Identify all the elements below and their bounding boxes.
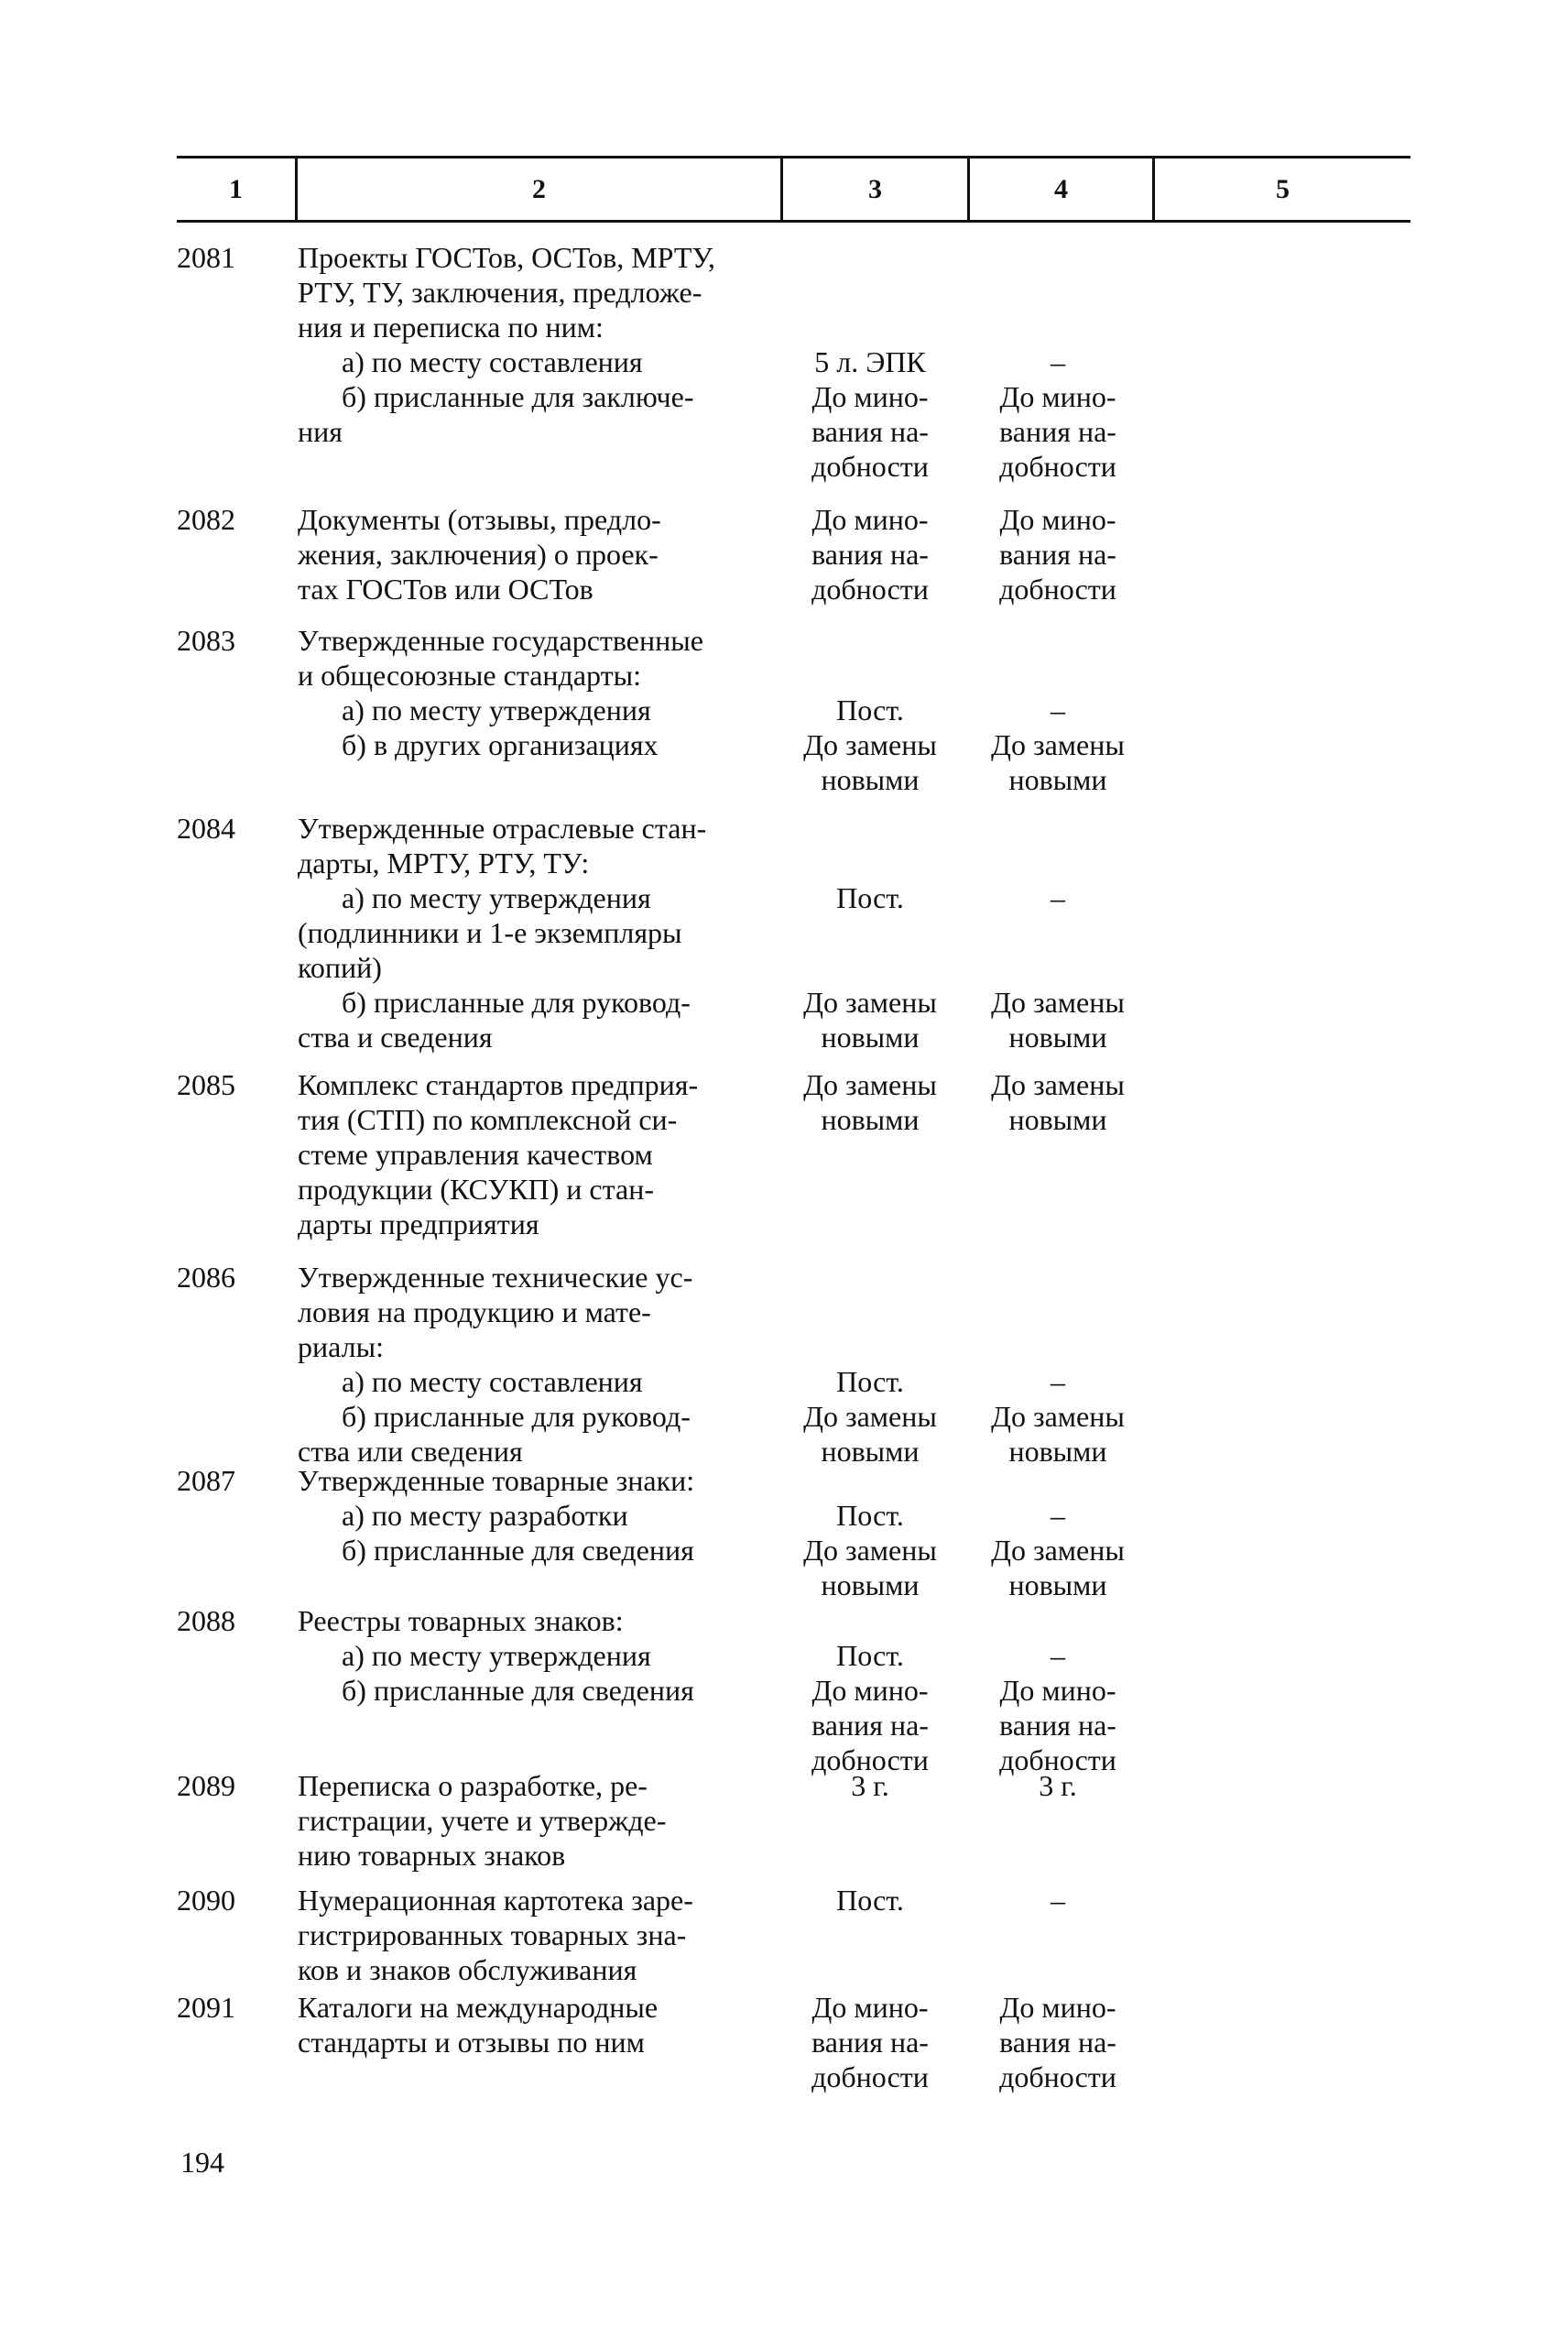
entry-number: 2086 (177, 1261, 235, 1294)
entry-column-4 (966, 1260, 1149, 1469)
header-col-1: 1 (229, 174, 243, 204)
retention-line: вания на- (999, 538, 1116, 571)
entry-column-3 (779, 1067, 962, 1137)
description-line: копий) (298, 951, 382, 984)
retention-line (779, 658, 962, 693)
retention-line: Пост. (836, 1884, 904, 1917)
retention-line: новыми (1008, 763, 1107, 796)
description-line: ков и знаков обслуживания (298, 1953, 637, 1986)
description-line: б) присланные для заключе- (342, 380, 694, 413)
retention-line: вания на- (999, 2026, 1116, 2059)
retention-line: До замены (991, 986, 1125, 1019)
description-line: ловия на продукцию и мате- (298, 1295, 651, 1328)
entry-description (298, 240, 774, 449)
entry-column-3 (779, 623, 962, 797)
description-line: тах ГОСТов или ОСТов (298, 573, 593, 606)
entry-column-4 (966, 623, 1149, 797)
entry-number: 2081 (177, 241, 235, 274)
description-line: Документы (отзывы, предло- (298, 503, 661, 536)
retention-line: вания на- (811, 538, 929, 571)
entry-description (298, 1768, 774, 1873)
entry-number: 2082 (177, 503, 235, 536)
retention-line (779, 1463, 962, 1498)
entry-column-4 (966, 240, 1149, 484)
header-col-3: 3 (868, 174, 882, 204)
entry-number: 2091 (177, 1991, 235, 2024)
description-line: Утвержденные отраслевые стан- (298, 812, 707, 845)
entry-column-4 (966, 1768, 1149, 1803)
description-line: а) по месту составления (342, 345, 643, 378)
retention-line: добности (811, 1743, 929, 1776)
retention-line: До мино- (811, 1674, 929, 1707)
retention-line (966, 1603, 1149, 1638)
description-line: дарты предприятия (298, 1207, 539, 1240)
retention-line (779, 1329, 962, 1364)
header-col-5: 5 (1276, 174, 1290, 204)
description-line: Утвержденные технические ус- (298, 1261, 693, 1294)
description-line: б) присланные для сведения (342, 1674, 694, 1707)
description-line: гистрации, учете и утвержде- (298, 1804, 667, 1837)
description-line: а) по месту утверждения (342, 1639, 651, 1672)
description-line: Каталоги на международные (298, 1991, 659, 2024)
retention-line: добности (811, 450, 929, 483)
retention-line: добности (811, 2060, 929, 2093)
entry-number: 2085 (177, 1068, 235, 1101)
retention-line: Пост. (836, 1365, 904, 1398)
retention-line: 3 г. (851, 1769, 889, 1802)
retention-line: добности (999, 2060, 1116, 2093)
description-line: жения, заключения) о проек- (298, 538, 659, 571)
retention-line: До замены (991, 1068, 1125, 1101)
description-line: нию товарных знаков (298, 1839, 566, 1872)
entry-description (298, 1260, 774, 1469)
retention-line (779, 623, 962, 658)
retention-line (966, 623, 1149, 658)
retention-line: новыми (1008, 1103, 1107, 1136)
description-line: Комплекс стандартов предприя- (298, 1068, 699, 1101)
description-line: б) присланные для руковод- (342, 1400, 691, 1433)
retention-line: новыми (821, 1103, 920, 1136)
retention-line: – (1051, 345, 1065, 378)
retention-line: До замены (803, 728, 937, 761)
entry-number: 2088 (177, 1604, 235, 1637)
entry-description (298, 811, 774, 1054)
description-line: ния и переписка по ним: (298, 311, 604, 344)
retention-line: вания на- (811, 2026, 929, 2059)
entry-description (298, 1990, 774, 2059)
description-line: Утвержденные товарные знаки: (298, 1464, 695, 1497)
entry-column-3 (779, 502, 962, 606)
header-top-rule (177, 156, 1410, 158)
retention-line: До замены (991, 1400, 1125, 1433)
description-line: продукции (КСУКП) и стан- (298, 1173, 654, 1206)
retention-line (966, 915, 1149, 950)
retention-line: новыми (1008, 1435, 1107, 1468)
entry-description (298, 623, 774, 762)
retention-line: До мино- (811, 1991, 929, 2024)
entry-description (298, 1463, 774, 1568)
retention-line (966, 240, 1149, 275)
description-line: б) присланные для сведения (342, 1534, 694, 1567)
description-line: (подлинники и 1-е экземпляры (298, 916, 682, 949)
description-line: б) в других организациях (342, 728, 659, 761)
retention-line (779, 915, 962, 950)
retention-line: Пост. (836, 694, 904, 727)
header-col-2: 2 (532, 174, 546, 204)
entry-column-3 (779, 1603, 962, 1777)
description-line: б) присланные для руковод- (342, 986, 691, 1019)
entry-column-3 (779, 1768, 962, 1803)
retention-line: До мино- (999, 380, 1116, 413)
retention-line: До мино- (999, 503, 1116, 536)
description-line: Проекты ГОСТов, ОСТов, МРТУ, (298, 241, 715, 274)
retention-line: вания на- (999, 1709, 1116, 1742)
retention-line: вания на- (999, 415, 1116, 448)
description-line: гистрированных товарных зна- (298, 1918, 687, 1951)
entry-description (298, 1883, 774, 1987)
description-line: а) по месту составления (342, 1365, 643, 1398)
retention-line: До мино- (811, 380, 929, 413)
entry-column-3 (779, 1463, 962, 1602)
description-line: а) по месту утверждения (342, 694, 651, 727)
retention-line: добности (999, 1743, 1116, 1776)
retention-line: 5 л. ЭПК (814, 345, 926, 378)
retention-line (779, 1603, 962, 1638)
header-bottom-rule (177, 220, 1410, 223)
retention-line (966, 1463, 1149, 1498)
entry-column-4 (966, 1990, 1149, 2094)
retention-line (966, 275, 1149, 310)
retention-line (966, 310, 1149, 344)
description-line: ния (298, 415, 343, 448)
retention-line: – (1051, 1884, 1065, 1917)
retention-line: До замены (803, 1068, 937, 1101)
retention-line: – (1051, 1365, 1065, 1398)
description-line: Реестры товарных знаков: (298, 1604, 624, 1637)
description-line: а) по месту утверждения (342, 881, 651, 914)
description-line: Нумерационная картотека заре- (298, 1884, 693, 1917)
entry-column-4 (966, 1883, 1149, 1917)
retention-line (966, 1260, 1149, 1295)
retention-line: – (1051, 1639, 1065, 1672)
entry-column-4 (966, 502, 1149, 606)
retention-line: вания на- (811, 1709, 929, 1742)
entry-column-4 (966, 1067, 1149, 1137)
retention-line: До замены (991, 728, 1125, 761)
entry-column-4 (966, 1463, 1149, 1602)
retention-line: Пост. (836, 881, 904, 914)
retention-line: До замены (803, 1400, 937, 1433)
retention-line (779, 950, 962, 985)
retention-line (779, 1260, 962, 1295)
retention-line (779, 240, 962, 275)
retention-line: До мино- (811, 503, 929, 536)
retention-line: новыми (821, 1568, 920, 1601)
retention-line: До замены (803, 986, 937, 1019)
retention-line (779, 275, 962, 310)
retention-line (966, 1295, 1149, 1329)
retention-line (779, 846, 962, 880)
description-line: Утвержденные государственные (298, 624, 703, 657)
retention-line: До замены (991, 1534, 1125, 1567)
retention-line: – (1051, 881, 1065, 914)
retention-line (966, 658, 1149, 693)
retention-line: – (1051, 1499, 1065, 1532)
retention-line: До мино- (999, 1674, 1116, 1707)
entry-column-4 (966, 1603, 1149, 1777)
entry-number: 2090 (177, 1884, 235, 1917)
retention-line (966, 846, 1149, 880)
retention-line (779, 811, 962, 846)
description-line: Переписка о разработке, ре- (298, 1769, 648, 1802)
page-number: 194 (180, 2146, 224, 2179)
retention-line (966, 1329, 1149, 1364)
description-line: а) по месту разработки (342, 1499, 628, 1532)
retention-line: До замены (803, 1534, 937, 1567)
retention-line: новыми (821, 1021, 920, 1054)
entry-number: 2087 (177, 1464, 235, 1497)
entry-column-3 (779, 1260, 962, 1469)
retention-line: новыми (1008, 1568, 1107, 1601)
entry-column-3 (779, 1990, 962, 2094)
retention-line: До мино- (999, 1991, 1116, 2024)
entry-number: 2083 (177, 624, 235, 657)
retention-line: новыми (821, 1435, 920, 1468)
retention-line (966, 811, 1149, 846)
entry-description (298, 1067, 774, 1241)
retention-line: вания на- (811, 415, 929, 448)
retention-line: добности (999, 573, 1116, 606)
description-line: стеме управления качеством (298, 1138, 653, 1171)
retention-line: новыми (1008, 1021, 1107, 1054)
retention-line: 3 г. (1039, 1769, 1077, 1802)
description-line: ства или сведения (298, 1435, 523, 1468)
entry-column-3 (779, 240, 962, 484)
entry-column-3 (779, 811, 962, 1054)
entry-number: 2089 (177, 1769, 235, 1802)
entry-number: 2084 (177, 812, 235, 845)
entry-column-3 (779, 1883, 962, 1917)
header-col-4: 4 (1054, 174, 1068, 204)
entry-column-4 (966, 811, 1149, 1054)
entry-description (298, 1603, 774, 1708)
retention-line: – (1051, 694, 1065, 727)
description-line: стандарты и отзывы по ним (298, 2026, 645, 2059)
description-line: дарты, МРТУ, РТУ, ТУ: (298, 847, 590, 879)
retention-line: Пост. (836, 1499, 904, 1532)
description-line: риалы: (298, 1330, 384, 1363)
retention-line: добности (999, 450, 1116, 483)
description-line: РТУ, ТУ, заключения, предложе- (298, 276, 702, 309)
retention-line: добности (811, 573, 929, 606)
description-line: и общесоюзные стандарты: (298, 659, 641, 692)
retention-line (779, 310, 962, 344)
description-line: ства и сведения (298, 1021, 493, 1054)
entry-description (298, 502, 774, 606)
retention-line (779, 1295, 962, 1329)
retention-line: новыми (821, 763, 920, 796)
retention-line: Пост. (836, 1639, 904, 1672)
retention-line (966, 950, 1149, 985)
description-line: тия (СТП) по комплексной си- (298, 1103, 678, 1136)
